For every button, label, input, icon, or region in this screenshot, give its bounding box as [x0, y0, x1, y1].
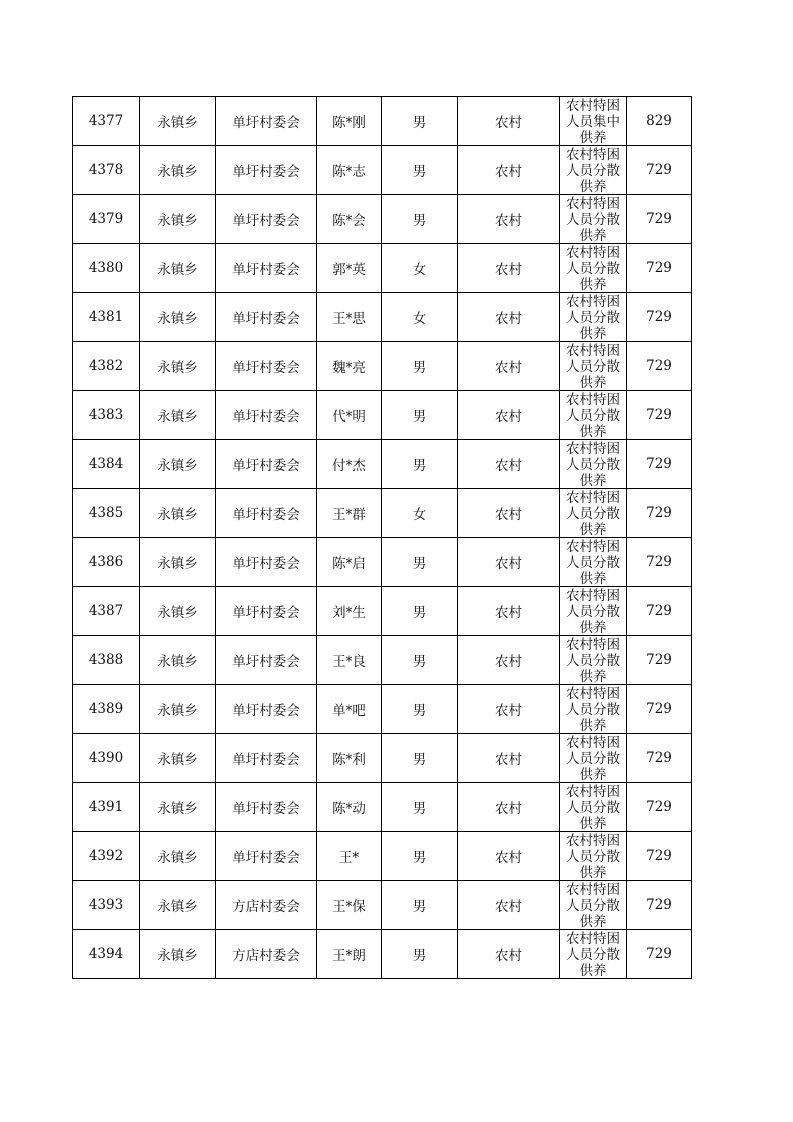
township-cell: 永镇乡 [140, 538, 216, 587]
gender-cell: 男 [382, 538, 458, 587]
village-cell: 单圩村委会 [216, 342, 317, 391]
gender-cell: 男 [382, 685, 458, 734]
village-cell: 单圩村委会 [216, 146, 317, 195]
support-type-cell [560, 440, 627, 489]
row-id-cell: 4387 [73, 587, 140, 636]
township-cell: 永镇乡 [140, 293, 216, 342]
gender-cell: 男 [382, 391, 458, 440]
support-type-cell [560, 685, 627, 734]
row-id-cell: 4388 [73, 636, 140, 685]
name-cell: 王*思 [317, 293, 382, 342]
village-cell: 单圩村委会 [216, 293, 317, 342]
area-cell: 农村 [458, 685, 560, 734]
row-id-cell: 4379 [73, 195, 140, 244]
gender-cell: 女 [382, 244, 458, 293]
row-id-cell: 4390 [73, 734, 140, 783]
records-table [72, 96, 692, 979]
area-cell: 农村 [458, 342, 560, 391]
township-cell: 永镇乡 [140, 195, 216, 244]
table-row [73, 97, 692, 146]
area-cell: 农村 [458, 244, 560, 293]
row-id-cell: 4393 [73, 881, 140, 930]
row-id-cell: 4383 [73, 391, 140, 440]
gender-cell: 男 [382, 930, 458, 979]
support-type-cell [560, 930, 627, 979]
gender-cell: 女 [382, 489, 458, 538]
amount-cell: 729 [627, 881, 692, 930]
row-id-cell: 4378 [73, 146, 140, 195]
amount-cell: 729 [627, 293, 692, 342]
area-cell: 农村 [458, 930, 560, 979]
table-row [73, 734, 692, 783]
row-id-cell: 4381 [73, 293, 140, 342]
gender-cell: 男 [382, 97, 458, 146]
table-row [73, 293, 692, 342]
village-cell: 单圩村委会 [216, 587, 317, 636]
township-cell: 永镇乡 [140, 636, 216, 685]
support-type-text: 农村特困人员分散供养 [566, 686, 620, 733]
table-row [73, 832, 692, 881]
support-type-text: 农村特困人员分散供养 [566, 441, 620, 488]
gender-cell: 男 [382, 342, 458, 391]
row-id-cell: 4386 [73, 538, 140, 587]
area-cell: 农村 [458, 587, 560, 636]
support-type-text: 农村特困人员分散供养 [566, 539, 620, 586]
area-cell: 农村 [458, 636, 560, 685]
gender-cell: 男 [382, 832, 458, 881]
table-row [73, 244, 692, 293]
row-id-cell: 4394 [73, 930, 140, 979]
village-cell: 单圩村委会 [216, 685, 317, 734]
support-type-cell [560, 832, 627, 881]
village-cell: 单圩村委会 [216, 244, 317, 293]
township-cell: 永镇乡 [140, 146, 216, 195]
table-row [73, 930, 692, 979]
support-type-text: 农村特困人员分散供养 [566, 196, 620, 243]
table-row [73, 783, 692, 832]
name-cell: 陈*启 [317, 538, 382, 587]
support-type-text: 农村特困人员分散供养 [566, 490, 620, 537]
amount-cell: 729 [627, 195, 692, 244]
amount-cell: 729 [627, 440, 692, 489]
row-id-cell: 4391 [73, 783, 140, 832]
amount-cell: 729 [627, 685, 692, 734]
support-type-text: 农村特困人员分散供养 [566, 588, 620, 635]
gender-cell: 男 [382, 783, 458, 832]
table-row [73, 342, 692, 391]
support-type-cell [560, 734, 627, 783]
area-cell: 农村 [458, 783, 560, 832]
gender-cell: 男 [382, 587, 458, 636]
amount-cell: 729 [627, 391, 692, 440]
name-cell: 陈*刚 [317, 97, 382, 146]
township-cell: 永镇乡 [140, 881, 216, 930]
name-cell: 陈*动 [317, 783, 382, 832]
name-cell: 王*良 [317, 636, 382, 685]
table-row [73, 195, 692, 244]
village-cell: 单圩村委会 [216, 489, 317, 538]
area-cell: 农村 [458, 734, 560, 783]
village-cell: 单圩村委会 [216, 734, 317, 783]
village-cell: 单圩村委会 [216, 832, 317, 881]
township-cell: 永镇乡 [140, 685, 216, 734]
village-cell: 方店村委会 [216, 930, 317, 979]
area-cell: 农村 [458, 832, 560, 881]
amount-cell: 729 [627, 244, 692, 293]
support-type-text: 农村特困人员分散供养 [566, 784, 620, 831]
township-cell: 永镇乡 [140, 587, 216, 636]
gender-cell: 男 [382, 636, 458, 685]
support-type-cell [560, 587, 627, 636]
gender-cell: 女 [382, 293, 458, 342]
support-type-text: 农村特困人员分散供养 [566, 147, 620, 194]
area-cell: 农村 [458, 293, 560, 342]
support-type-cell [560, 146, 627, 195]
table-row [73, 538, 692, 587]
area-cell: 农村 [458, 440, 560, 489]
table-row [73, 489, 692, 538]
support-type-text: 农村特困人员分散供养 [566, 931, 620, 978]
amount-cell: 729 [627, 832, 692, 881]
support-type-text: 农村特困人员集中供养 [566, 98, 620, 145]
name-cell: 单*吧 [317, 685, 382, 734]
support-type-text: 农村特困人员分散供养 [566, 294, 620, 341]
support-type-cell [560, 97, 627, 146]
support-type-cell [560, 293, 627, 342]
amount-cell: 829 [627, 97, 692, 146]
row-id-cell: 4389 [73, 685, 140, 734]
row-id-cell: 4380 [73, 244, 140, 293]
amount-cell: 729 [627, 489, 692, 538]
area-cell: 农村 [458, 97, 560, 146]
support-type-text: 农村特困人员分散供养 [566, 245, 620, 292]
amount-cell: 729 [627, 636, 692, 685]
row-id-cell: 4377 [73, 97, 140, 146]
row-id-cell: 4392 [73, 832, 140, 881]
support-type-text: 农村特困人员分散供养 [566, 392, 620, 439]
support-type-text: 农村特困人员分散供养 [566, 833, 620, 880]
support-type-cell [560, 636, 627, 685]
area-cell: 农村 [458, 489, 560, 538]
amount-cell: 729 [627, 587, 692, 636]
village-cell: 单圩村委会 [216, 195, 317, 244]
name-cell: 郭*英 [317, 244, 382, 293]
gender-cell: 男 [382, 881, 458, 930]
township-cell: 永镇乡 [140, 832, 216, 881]
area-cell: 农村 [458, 538, 560, 587]
village-cell: 单圩村委会 [216, 783, 317, 832]
table-row [73, 685, 692, 734]
support-type-text: 农村特困人员分散供养 [566, 882, 620, 929]
support-type-cell [560, 881, 627, 930]
support-type-cell [560, 195, 627, 244]
township-cell: 永镇乡 [140, 734, 216, 783]
gender-cell: 男 [382, 195, 458, 244]
support-type-cell [560, 391, 627, 440]
village-cell: 单圩村委会 [216, 538, 317, 587]
gender-cell: 男 [382, 734, 458, 783]
table-row [73, 391, 692, 440]
support-type-text: 农村特困人员分散供养 [566, 343, 620, 390]
township-cell: 永镇乡 [140, 342, 216, 391]
township-cell: 永镇乡 [140, 97, 216, 146]
amount-cell: 729 [627, 930, 692, 979]
row-id-cell: 4384 [73, 440, 140, 489]
table-row [73, 440, 692, 489]
amount-cell: 729 [627, 783, 692, 832]
amount-cell: 729 [627, 734, 692, 783]
support-type-cell [560, 342, 627, 391]
support-type-text: 农村特困人员分散供养 [566, 735, 620, 782]
township-cell: 永镇乡 [140, 440, 216, 489]
support-type-cell [560, 489, 627, 538]
name-cell: 王*群 [317, 489, 382, 538]
gender-cell: 男 [382, 440, 458, 489]
village-cell: 单圩村委会 [216, 391, 317, 440]
table-row [73, 146, 692, 195]
row-id-cell: 4382 [73, 342, 140, 391]
support-type-cell [560, 538, 627, 587]
name-cell: 王*朗 [317, 930, 382, 979]
gender-cell: 男 [382, 146, 458, 195]
area-cell: 农村 [458, 146, 560, 195]
name-cell: 魏*亮 [317, 342, 382, 391]
table-row [73, 587, 692, 636]
township-cell: 永镇乡 [140, 783, 216, 832]
amount-cell: 729 [627, 538, 692, 587]
table-row [73, 636, 692, 685]
records-body [73, 97, 692, 979]
support-type-cell [560, 244, 627, 293]
township-cell: 永镇乡 [140, 391, 216, 440]
village-cell: 单圩村委会 [216, 636, 317, 685]
name-cell: 陈*会 [317, 195, 382, 244]
township-cell: 永镇乡 [140, 244, 216, 293]
name-cell: 刘*生 [317, 587, 382, 636]
table-row [73, 881, 692, 930]
name-cell: 代*明 [317, 391, 382, 440]
name-cell: 付*杰 [317, 440, 382, 489]
amount-cell: 729 [627, 146, 692, 195]
area-cell: 农村 [458, 391, 560, 440]
village-cell: 单圩村委会 [216, 440, 317, 489]
village-cell: 单圩村委会 [216, 97, 317, 146]
area-cell: 农村 [458, 881, 560, 930]
area-cell: 农村 [458, 195, 560, 244]
name-cell: 王*保 [317, 881, 382, 930]
support-type-text: 农村特困人员分散供养 [566, 637, 620, 684]
row-id-cell: 4385 [73, 489, 140, 538]
support-type-cell [560, 783, 627, 832]
township-cell: 永镇乡 [140, 489, 216, 538]
village-cell: 方店村委会 [216, 881, 317, 930]
name-cell: 王* [317, 832, 382, 881]
name-cell: 陈*志 [317, 146, 382, 195]
amount-cell: 729 [627, 342, 692, 391]
name-cell: 陈*利 [317, 734, 382, 783]
township-cell: 永镇乡 [140, 930, 216, 979]
